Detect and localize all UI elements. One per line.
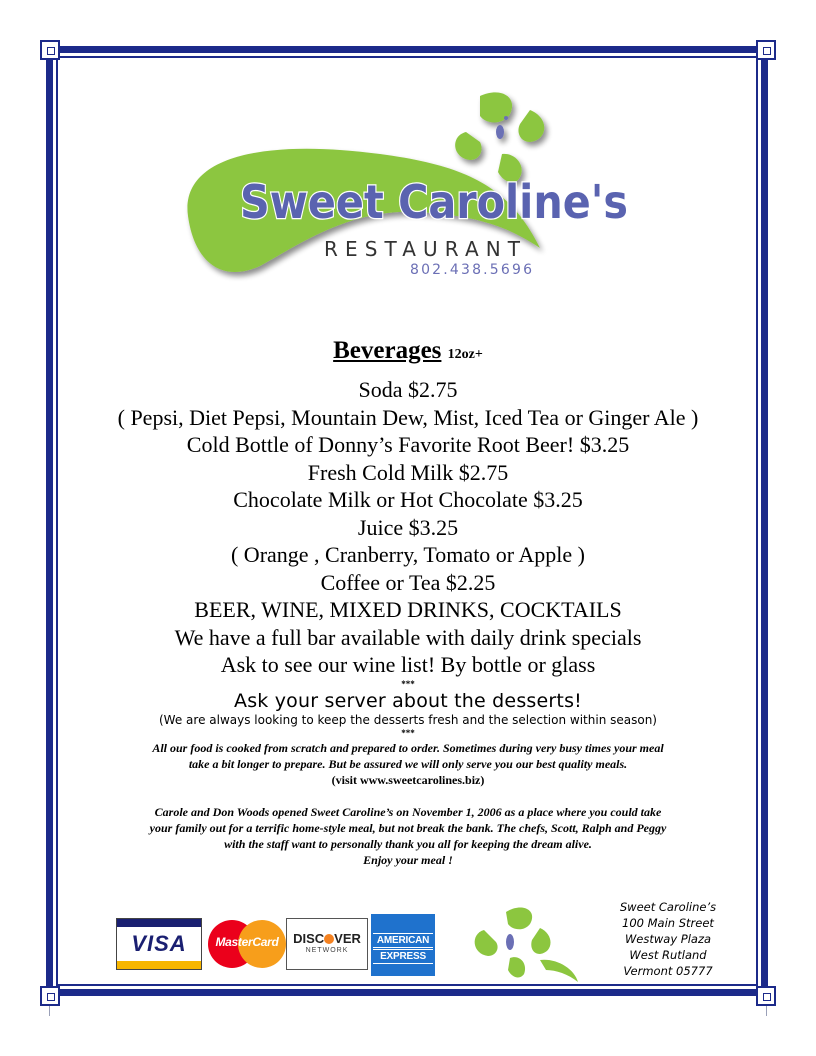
separator: *** (401, 727, 415, 738)
info-line: All our food is cooked from scratch and prepared to order. Sometimes during very busy times your meal (152, 740, 664, 755)
spacer (0, 788, 816, 802)
address-line: West Rutland (629, 948, 707, 962)
menu-item: Cold Bottle of Donny’s Favorite Root Beer! $3.25 (186, 432, 630, 457)
menu-item: Ask to see our wine list! By bottle or glass (220, 652, 596, 677)
corner-ornament-bottom-left (40, 986, 60, 1006)
logo-phone: 802.438.5696 (410, 262, 534, 278)
discover-text-a: DISC (293, 931, 325, 946)
info-paragraph (0, 740, 816, 788)
address-line: Sweet Caroline’s (619, 900, 717, 914)
address-line: 100 Main Street (622, 916, 714, 930)
corner-ornament-top-right (756, 40, 776, 60)
menu-item: ( Orange , Cranberry, Tomato or Apple ) (230, 542, 586, 567)
menu-item: We have a full bar available with daily drink specials (174, 624, 642, 650)
mastercard-logo (208, 918, 286, 970)
amex-text-line1: AMERICAN (373, 933, 433, 948)
flower-icon (470, 898, 590, 988)
corner-ornament-bottom-right (756, 986, 776, 1006)
address-line: Vermont 05777 (623, 964, 713, 978)
story-paragraph (0, 804, 816, 868)
section-size-note: 12oz+ (447, 347, 483, 362)
story-line: your family out for a terrific home-style meal, but not break the bank. The chefs, Scott, Ralph and Peggy (149, 820, 667, 835)
flower-icon (455, 92, 544, 182)
corner-ornament-top-left (40, 40, 60, 60)
menu-item: Coffee or Tea $2.25 (320, 569, 496, 595)
logo-graphic (180, 88, 630, 288)
website-line: (visit www.sweetcarolines.biz) (331, 772, 485, 787)
amex-logo (371, 914, 435, 976)
section-heading (0, 336, 816, 370)
dessert-heading: Ask your server about the desserts! (234, 689, 582, 712)
story-line: with the staff want to personally thank you all for keeping the dream alive. (224, 836, 592, 851)
mastercard-text: MasterCard (215, 935, 279, 949)
discover-logo (286, 918, 368, 970)
restaurant-address (600, 899, 736, 979)
menu-item: Juice $3.25 (357, 514, 459, 540)
closing-line: Enjoy your meal ! (363, 852, 453, 867)
menu-item: Chocolate Milk or Hot Chocolate $3.25 (233, 487, 583, 512)
dessert-note: (We are always looking to keep the desserts fresh and the selection within season) (159, 712, 657, 727)
menu-item: BEER, WINE, MIXED DRINKS, COCKTAILS (194, 597, 622, 622)
logo-subtitle: RESTAURANT (324, 237, 524, 261)
menu-item: ( Pepsi, Diet Pepsi, Mountain Dew, Mist, Iced Tea or Ginger Ale ) (117, 404, 699, 430)
flower-ornament-graphic (470, 898, 590, 988)
beverage-list (0, 376, 816, 679)
beverage-menu (0, 336, 816, 868)
discover-dot-icon (324, 934, 334, 944)
info-line: take a bit longer to prepare. But be assured we will only serve you our best quality meals. (188, 756, 628, 771)
amex-text-line2: EXPRESS (373, 949, 433, 964)
menu-item: Soda $2.75 (358, 377, 458, 402)
menu-item: Fresh Cold Milk $2.75 (307, 459, 509, 485)
story-line: Carole and Don Woods opened Sweet Caroline’s on November 1, 2006 as a place where you could take (154, 804, 662, 819)
discover-subtext: NETWORK (305, 947, 349, 954)
visa-logo (116, 918, 202, 970)
section-title: Beverages (333, 337, 442, 364)
separator: *** (401, 678, 415, 689)
address-line: Westway Plaza (624, 932, 712, 946)
restaurant-logo (180, 88, 630, 288)
discover-text-b: VER (334, 931, 361, 946)
visa-text: VISA (131, 931, 187, 956)
logo-name: Sweet Caroline's (240, 175, 628, 229)
